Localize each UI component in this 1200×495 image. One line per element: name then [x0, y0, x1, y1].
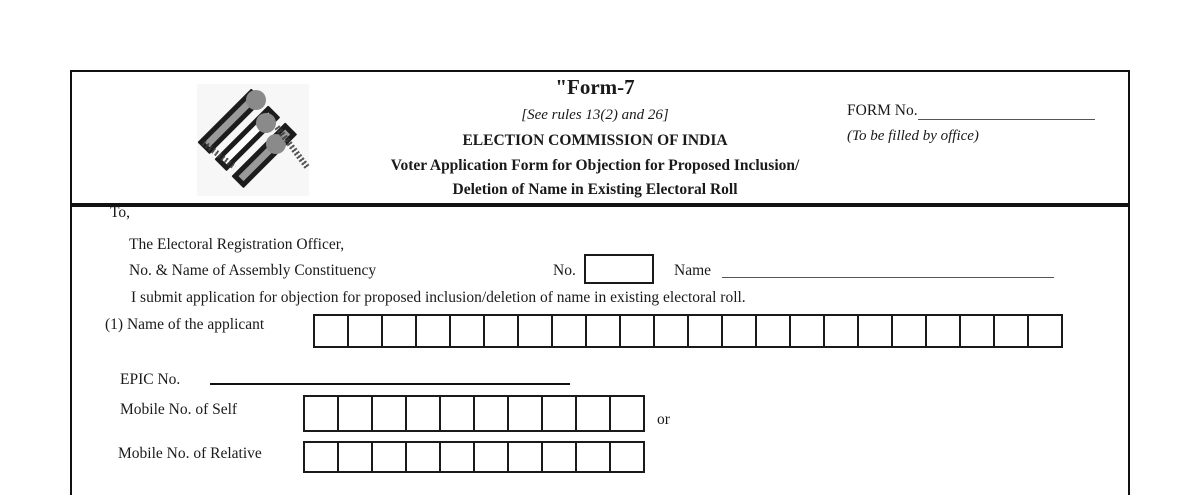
char-box[interactable] [893, 316, 927, 346]
char-box[interactable] [611, 397, 643, 430]
char-box[interactable] [407, 397, 441, 430]
char-box[interactable] [543, 397, 577, 430]
char-box[interactable] [383, 316, 417, 346]
char-box[interactable] [577, 397, 611, 430]
constituency-no-field[interactable] [584, 254, 654, 284]
char-box[interactable] [475, 443, 509, 471]
char-box[interactable] [587, 316, 621, 346]
form-no-row [847, 102, 1095, 120]
char-box[interactable] [349, 316, 383, 346]
form-title: "Form-7 [555, 75, 635, 99]
char-box[interactable] [553, 316, 587, 346]
char-box[interactable] [1029, 316, 1061, 346]
epic-no-field[interactable] [210, 368, 570, 385]
char-box[interactable] [519, 316, 553, 346]
char-box[interactable] [543, 443, 577, 471]
char-box[interactable] [441, 443, 475, 471]
char-box[interactable] [475, 397, 509, 430]
mobile-relative-boxes[interactable] [303, 441, 645, 473]
org-name: ELECTION COMMISSION OF INDIA [462, 132, 728, 149]
form-no-label: FORM No. [847, 102, 918, 119]
mobile-relative-label: Mobile No. of Relative [118, 445, 262, 462]
char-box[interactable] [451, 316, 485, 346]
applicant-name-boxes[interactable] [313, 314, 1063, 348]
declaration-text: I submit application for objection for proposed inclusion/deletion of name in existing electoral roll. [131, 289, 746, 306]
char-box[interactable] [995, 316, 1029, 346]
rules-reference: [See rules 13(2) and 26] [521, 107, 669, 123]
char-box[interactable] [509, 443, 543, 471]
char-box[interactable] [305, 443, 339, 471]
constituency-label: No. & Name of Assembly Constituency [129, 262, 377, 279]
char-box[interactable] [723, 316, 757, 346]
char-box[interactable] [339, 397, 373, 430]
char-box[interactable] [757, 316, 791, 346]
char-box[interactable] [791, 316, 825, 346]
char-box[interactable] [689, 316, 723, 346]
epic-no-label: EPIC No. [120, 371, 181, 388]
char-box[interactable] [417, 316, 451, 346]
char-box[interactable] [621, 316, 655, 346]
char-box[interactable] [961, 316, 995, 346]
char-box[interactable] [339, 443, 373, 471]
form-subtitle-line2: Deletion of Name in Existing Electoral Roll [452, 181, 738, 198]
salutation: To, [110, 204, 131, 221]
char-box[interactable] [825, 316, 859, 346]
char-box[interactable] [577, 443, 611, 471]
mobile-self-label: Mobile No. of Self [120, 401, 238, 418]
char-box[interactable] [859, 316, 893, 346]
addressee: The Electoral Registration Officer, [129, 236, 345, 253]
char-box[interactable] [611, 443, 643, 471]
char-box[interactable] [373, 443, 407, 471]
char-box[interactable] [485, 316, 519, 346]
char-box[interactable] [407, 443, 441, 471]
constituency-name-field[interactable] [722, 259, 1054, 278]
char-box[interactable] [509, 397, 543, 430]
or-label: or [657, 411, 670, 428]
char-box[interactable] [315, 316, 349, 346]
char-box[interactable] [927, 316, 961, 346]
char-box[interactable] [305, 397, 339, 430]
char-box[interactable] [441, 397, 475, 430]
applicant-name-label: (1) Name of the applicant [105, 316, 265, 333]
form-no-field[interactable] [918, 102, 1095, 120]
constituency-name-label: Name [674, 262, 712, 279]
office-note: (To be filled by office) [847, 128, 979, 144]
form-header [70, 70, 1130, 205]
mobile-self-boxes[interactable] [303, 395, 645, 432]
char-box[interactable] [373, 397, 407, 430]
constituency-no-label: No. [553, 262, 576, 279]
char-box[interactable] [655, 316, 689, 346]
form-subtitle-line1: Voter Application Form for Objection for Proposed Inclusion/ [390, 157, 800, 174]
